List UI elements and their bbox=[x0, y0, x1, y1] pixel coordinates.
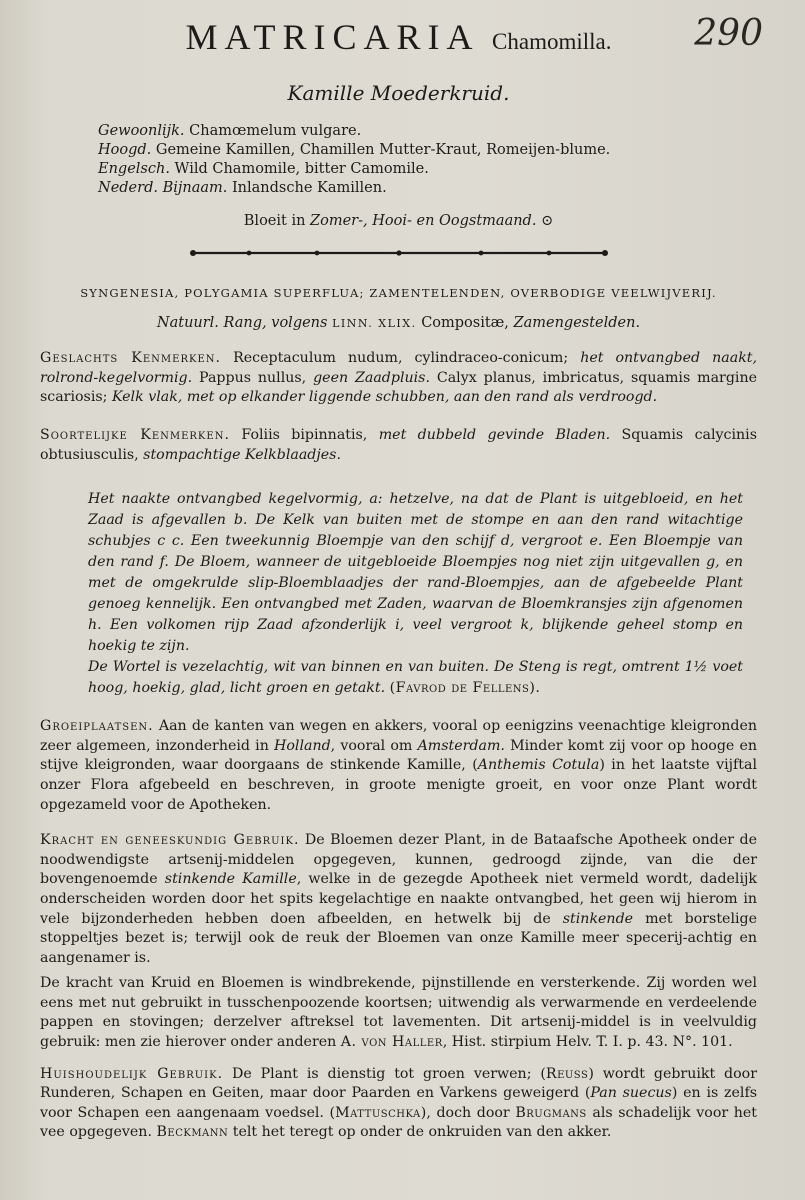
flowering-months: Zomer-, Hooi- en Oogstmaand. bbox=[310, 213, 537, 230]
section-heading: Soortelijke Kenmerken. bbox=[40, 426, 230, 443]
author-name: Beckmann bbox=[156, 1124, 229, 1141]
italic-text: Kelk vlak, met op elkander liggende schubben, aan den rand als verdroogd. bbox=[111, 389, 658, 406]
italic-text: met dubbeld gevinde Bladen. bbox=[378, 426, 611, 443]
section-heading: Groeiplaatsen. bbox=[40, 718, 154, 735]
name-text: Inlandsche Kamillen. bbox=[231, 180, 387, 197]
ornamental-rule bbox=[189, 246, 609, 260]
handwritten-page-number: 290 bbox=[694, 13, 763, 54]
flowering-prefix: Bloeit in bbox=[243, 213, 306, 230]
italic-text: Holland bbox=[274, 737, 331, 754]
author-name: Mattuschka bbox=[335, 1104, 421, 1121]
household-use bbox=[40, 1065, 757, 1143]
italic-text: stinkende bbox=[562, 910, 634, 927]
rank-label: Natuurl. Rang, volgens bbox=[156, 314, 328, 331]
roman-text: ) en is zelfs voor Schapen een aangenaam voedsel. ( bbox=[40, 1085, 757, 1121]
medicinal-use bbox=[40, 831, 757, 968]
name-line bbox=[98, 141, 757, 160]
figure-credit: (Favrod de Fellens). bbox=[389, 680, 541, 697]
roman-text: , welke in de gezegde Apotheek niet vermeld wordt, dadelijk onderscheiden worden door het spits kegelachtige en naakte ontvangbed, het geen wij hierom in vele bijzonderheden hebben doen afbeelden, en hetwelk bij de bbox=[40, 871, 757, 927]
roman-text: Minder komt zij voor op hooge en stijve kleigronden, waar doorgaans de stinkende Kamille, ( bbox=[40, 737, 757, 774]
roman-text: ) in het laatste vijftal onzer Flora afgebeeld en beschreven, in groote menigte groeit, en voor onze Plant wordt opgezameld voor de Apotheken. bbox=[40, 757, 757, 813]
annual-symbol: ⊙ bbox=[541, 213, 554, 230]
name-text: Chamœmelum vulgare. bbox=[189, 122, 362, 139]
rich-text bbox=[40, 832, 757, 966]
reference-text: , Hist. stirpium Helv. T. I. p. 43. N°. 101. bbox=[442, 1034, 733, 1051]
section-heading: Kracht en geneeskundig Gebruik. bbox=[40, 832, 300, 849]
root-stem-text: De Wortel is vezelachtig, wit van binnen en van buiten. De Steng is regt, omtrent 1½ voet hoog, hoekig, glad, licht groen en getakt. bbox=[88, 659, 743, 697]
rank-dutch: Zamengestelden. bbox=[513, 314, 641, 331]
reference-author: A. von Haller bbox=[340, 1034, 443, 1051]
name-text: Gemeine Kamillen, Chamillen Mutter-Kraut, Romeijen-blume. bbox=[155, 141, 611, 158]
name-line bbox=[98, 179, 757, 198]
roman-text: Pappus nullus, bbox=[192, 369, 314, 386]
genus-characters bbox=[40, 349, 757, 408]
roman-text: Foliis bipinnatis, bbox=[241, 426, 379, 443]
roman-text: Squamis calycinis obtusiusculis, bbox=[40, 426, 757, 463]
roman-text: als schadelijk voor het vee opgegeven. bbox=[40, 1104, 757, 1141]
name-label: Engelsch. bbox=[98, 161, 170, 177]
italic-text: Amsterdam. bbox=[417, 737, 505, 754]
flowering-line bbox=[40, 212, 757, 232]
species-characters bbox=[40, 426, 757, 465]
italic-text: stinkende Kamille bbox=[164, 871, 297, 888]
roman-text: telt het teregt op onder de onkruiden van den akker. bbox=[228, 1124, 612, 1141]
common-names bbox=[98, 122, 757, 199]
medicinal-use-paragraph bbox=[40, 974, 757, 1052]
habitats bbox=[40, 717, 757, 815]
natural-rank bbox=[40, 314, 757, 334]
figure-paragraph: Het naakte ontvangbed kegelvormig, a: hetzelve, na dat de Plant is uitgebloeid, en het Zaad is afgevallen b. De Kelk van buiten met de stompe en aan den rand witachtige schubjes c c. Een tweekunnig Bloempje van den schijf d, vergroot e. Een Bloempje van den rand f. De Bloem, wanneer de uitgebloeide Bloempjes nog niet zijn uitgevallen g, en met de omgekrulde slip-Bloemblaadjes der rand-Bloempjes, aan de afgebeelde Plant genoeg kennelijk. Een ontvangbed met Zaden, waarvan de Bloemkransjes zijn afgenomen h. Een volkomen rijp Zaad afzonderlijk i, veel vergroot k, blijkende geheel stomp en hoekig te zijn. bbox=[88, 491, 743, 655]
roman-text: De Bloemen dezer Plant, in de Bataafsche Apotheek onder de noodwendigste artsenij-middelen opgegeven, kunnen, gedroogd zijnde, van die der bovengenoemde bbox=[40, 832, 757, 888]
italic-text: Anthemis Cotula bbox=[477, 757, 600, 774]
dutch-name: Kamille Moederkruid. bbox=[287, 81, 510, 105]
roman-text: ), doch door bbox=[420, 1104, 516, 1121]
name-line bbox=[98, 160, 757, 179]
section-heading: Huishoudelijk Gebruik. bbox=[40, 1065, 224, 1082]
section-heading: Geslachts Kenmerken. bbox=[40, 350, 222, 367]
italic-text: geen Zaadpluis. bbox=[313, 369, 430, 386]
medicinal-text: De kracht van Kruid en Bloemen is windbrekende, pijnstillende en versterkende. Zij worden wel eens met nut gebruikt in tusschenpoozende koortsen; uitwendig als verwarmende en verdeelende pappen en stovingen; derzelver aftreksel tot lavementen. Dit artsenij-middel is in veelvuldig gebruik: men zie hierover onder anderen bbox=[40, 975, 757, 1051]
name-label: Nederd. Bijnaam. bbox=[98, 180, 228, 197]
figure-paragraph-root bbox=[88, 657, 743, 699]
title-row bbox=[40, 13, 763, 82]
roman-text: , vooral om bbox=[330, 737, 418, 754]
italic-text: Pan suecus bbox=[590, 1085, 672, 1102]
rank-latin: Compositæ, bbox=[421, 314, 509, 331]
italic-text: stompachtige Kelkblaadjes. bbox=[143, 446, 341, 463]
italic-text: het ontvangbed naakt, rolrond-kegelvormig. bbox=[40, 350, 757, 386]
name-line bbox=[98, 122, 757, 141]
author-name: Brugmans bbox=[515, 1104, 587, 1121]
roman-text: ) wordt gebruikt door Runderen, Schapen en Geiten, maar door Paarden en Varkens geweigerd ( bbox=[40, 1065, 757, 1102]
genus-title: MATRICARIA bbox=[185, 17, 480, 57]
species-title: Chamomilla. bbox=[492, 29, 612, 54]
linnaean-classification: SYNGENESIA, POLYGAMIA SUPERFLUA; ZAMENTELENDEN, OVERBODIGE VEELWIJVERIJ. bbox=[80, 286, 717, 300]
roman-text: Receptaculum nudum, cylindraceo-conicum; bbox=[233, 350, 581, 367]
roman-text: De Plant is dienstig tot groen verwen; ( bbox=[231, 1065, 546, 1082]
name-text: Wild Chamomile, bitter Camomile. bbox=[174, 161, 429, 177]
roman-text: met borstelige stoppeltjes bezet is; terwijl ook de reuk der Bloemen van onze Kamille meer specerij-achtig en aangenamer is. bbox=[40, 910, 757, 966]
roman-text: Aan de kanten van wegen en akkers, vooral op eenigzins veenachtige kleigronden zeer algemeen, inzonderheid in bbox=[40, 718, 758, 754]
figure-description bbox=[88, 489, 743, 699]
name-label: Gewoonlijk. bbox=[98, 122, 185, 139]
author-name: Reuss bbox=[545, 1065, 589, 1082]
name-label: Hoogd. bbox=[98, 141, 152, 158]
rank-linn: LINN. XLIX. bbox=[332, 316, 417, 330]
roman-text: Calyx planus, imbricatus, squamis margine scariosis; bbox=[40, 369, 757, 406]
